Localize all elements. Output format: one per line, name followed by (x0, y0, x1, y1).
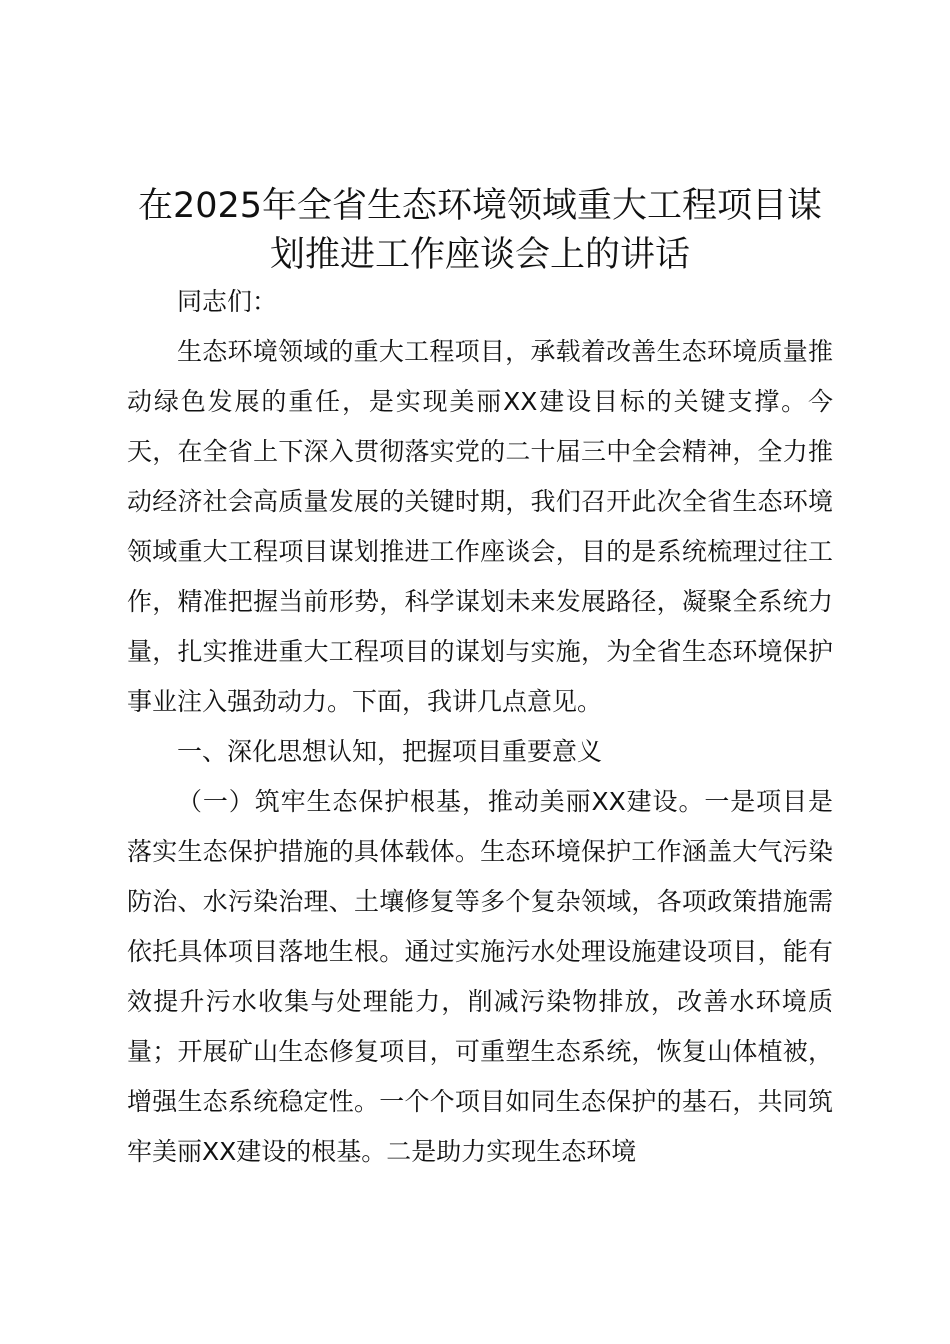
intro-paragraph: 生态环境领域的重大工程项目，承载着改善生态环境质量推动绿色发展的重任，是实现美丽XX建设目标的关键支撑。今天，在全省上下深入贯彻落实党的二十届三中全会精神，全力推动经济社会高质量发展的关键时期，我们召开此次全省生态环境领域重大工程项目谋划推进工作座谈会，目的是系统梳理过往工作，精准把握当前形势，科学谋划未来发展路径，凝聚全系统力量，扎实推进重大工程项目的谋划与实施，为全省生态环境保护事业注入强劲动力。下面，我讲几点意见。 (127, 337, 833, 716)
section-heading: 一、深化思想认知，把握项目重要意义 (177, 737, 603, 766)
document-title: 在2025年全省生态环境领域重大工程项目谋划推进工作座谈会上的讲话 (137, 186, 823, 275)
salutation: 同志们： (177, 287, 278, 316)
section-paragraph: （一）筑牢生态保护根基，推动美丽XX建设。一是项目是落实生态保护措施的具体载体。生态环境保护工作涵盖大气污染防治、水污染治理、土壤修复等多个复杂领域，各项政策措施需依托具体项目落地生根。通过实施污水处理设施建设项目，能有效提升污水收集与处理能力，削减污染物排放，改善水环境质量；开展矿山生态修复项目，可重塑生态系统，恢复山体植被，增强生态系统稳定性。一个个项目如同生态保护的基石，共同筑牢美丽XX建设的根基。二是助力实现生态环境 (127, 787, 833, 1166)
document-body (127, 182, 833, 1177)
